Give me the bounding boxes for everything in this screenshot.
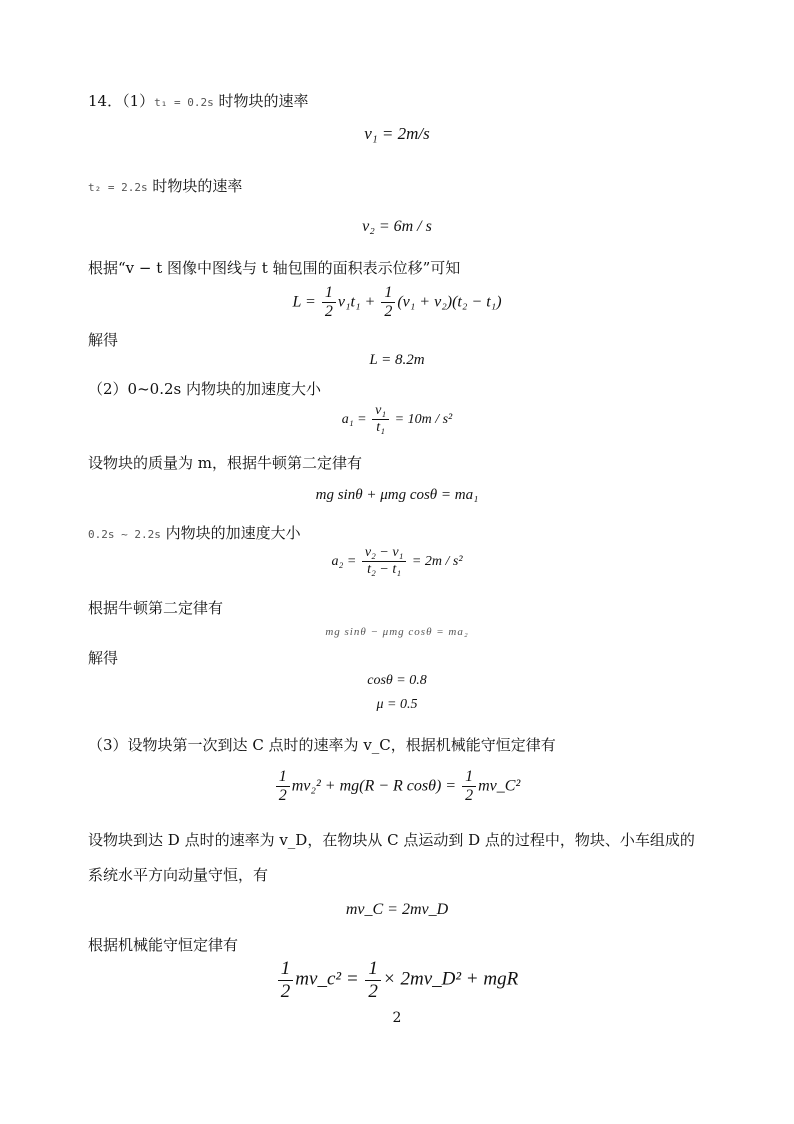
line-2 (88, 175, 242, 196)
eq-v1: v₁ = 2m/s (364, 124, 430, 143)
eq-newton-2: mg sinθ − μmg cosθ = ma₂ (325, 626, 469, 638)
frac-half-5: $\frac{1}{2}$ (278, 958, 294, 1003)
line-1 (88, 90, 309, 111)
math-t1: t₁ = 0.2s (154, 96, 214, 109)
eq-cos: cosθ = 0.8 (367, 673, 427, 688)
line-12: 系统水平方向动量守恒，有 (88, 866, 269, 884)
eq-v2: v₂ = 6m / s (362, 218, 432, 235)
frac-a1: $\frac{\text{v₁}}{\text{t₁}}$ (372, 403, 389, 436)
eq-L-value: L = 8.2m (369, 352, 425, 368)
line-5: （2）0~0.2s 内物块的加速度大小 (88, 380, 321, 398)
frac-a2: $\frac{\text{v₂ − v₁}}{\text{t₂ − t₁}}$ (362, 545, 407, 578)
math-interval: 0.2s ~ 2.2s (88, 528, 161, 541)
frac-half-1: $\frac{1}{2}$ (322, 284, 336, 322)
text-speed-at-t1: 时物块的速率 (218, 92, 309, 110)
text-speed-at-t2: 时物块的速率 (152, 177, 243, 195)
line-7: 0.2s ~ 2.2s 内物块的加速度大小 (88, 524, 301, 542)
line-11: 设物块到达 D 点时的速率为 v_D，在物块从 C 点运动到 D 点的过程中，物块、小车组成的 (88, 831, 695, 849)
line-9: 解得 (88, 649, 119, 667)
frac-half-3: $\frac{1}{2}$ (276, 768, 290, 806)
frac-half-2: $\frac{1}{2}$ (381, 284, 395, 322)
eq-newton-1: mg sinθ + μmg cosθ = ma₁ (315, 487, 479, 503)
eq-energy-1: $\frac{1}{2}$ mv₂² + mg(R − R cosθ) = $\frac{1}{2}$ mv_C² (0, 768, 794, 806)
question-number: 14．（1） (88, 92, 155, 110)
frac-half-4: $\frac{1}{2}$ (462, 768, 476, 806)
line-10: （3）设物块第一次到达 C 点时的速率为 v_C，根据机械能守恒定律有 (88, 736, 556, 754)
math-t2: t₂ = 2.2s (88, 181, 148, 194)
line-6: 设物块的质量为 m，根据牛顿第二定律有 (88, 454, 362, 472)
page-number: 2 (392, 1010, 402, 1026)
eq-energy-2: $\frac{1}{2}$ mv_c² = $\frac{1}{2}$ × 2mv_D² + mgR (0, 958, 794, 1003)
line-13: 根据机械能守恒定律有 (88, 936, 239, 954)
eq-displacement: L = $\frac{1}{2}$ v₁t₁ + $\frac{1}{2}$ (v₁ + v₂)(t₂ − t₁) (292, 284, 502, 321)
line-4: 解得 (88, 331, 119, 349)
eq-momentum: mv_C = 2mv_D (345, 901, 449, 918)
eq-mu: μ = 0.5 (376, 697, 418, 712)
frac-half-6: $\frac{1}{2}$ (365, 958, 381, 1003)
eq-a1: a₁ = $\frac{\text{v₁}}{\text{t₁}}$ = 10m / s² (341, 403, 453, 436)
line-8: 根据牛顿第二定律有 (88, 599, 224, 617)
eq-a2: a₂ = $\frac{\text{v₂ − v₁}}{\text{t₂ − t₁}}$ = 2m / s² (331, 545, 463, 578)
line-3: 根据“v − t 图像中图线与 t 轴包围的面积表示位移”可知 (88, 259, 461, 277)
